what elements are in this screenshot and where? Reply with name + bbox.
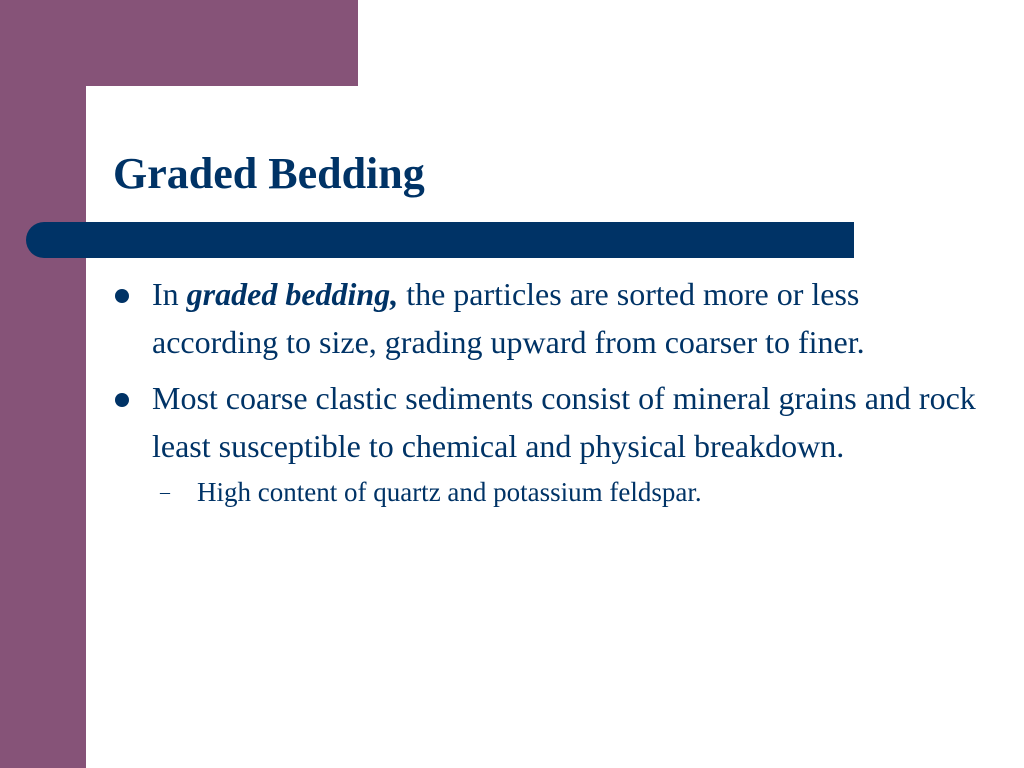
sub-bullet-item: [0, 472, 1024, 512]
title-underline-bar: [26, 222, 854, 258]
bullet-emphasis: graded bedding,: [186, 276, 399, 312]
sub-bullet-text: High content of quartz and potassium feldspar.: [197, 477, 702, 507]
bullet-item: [0, 374, 1024, 470]
bullet-dot-icon: [115, 289, 129, 303]
bullet-text: Most coarse clastic sediments consist of mineral grains and rock least susceptible to chemical and physical breakdown.: [152, 380, 976, 464]
dash-icon: –: [160, 481, 170, 503]
bullet-text: the particles are sorted more or less according to size, grading upward from coarser to finer.: [152, 276, 865, 360]
bullet-prefix: In: [152, 276, 179, 312]
slide-title: Graded Bedding: [113, 149, 425, 198]
bullet-item: [0, 270, 1024, 366]
bullet-list: [0, 270, 1024, 512]
bullet-dot-icon: [115, 393, 129, 407]
decorative-top-band: [0, 0, 358, 86]
